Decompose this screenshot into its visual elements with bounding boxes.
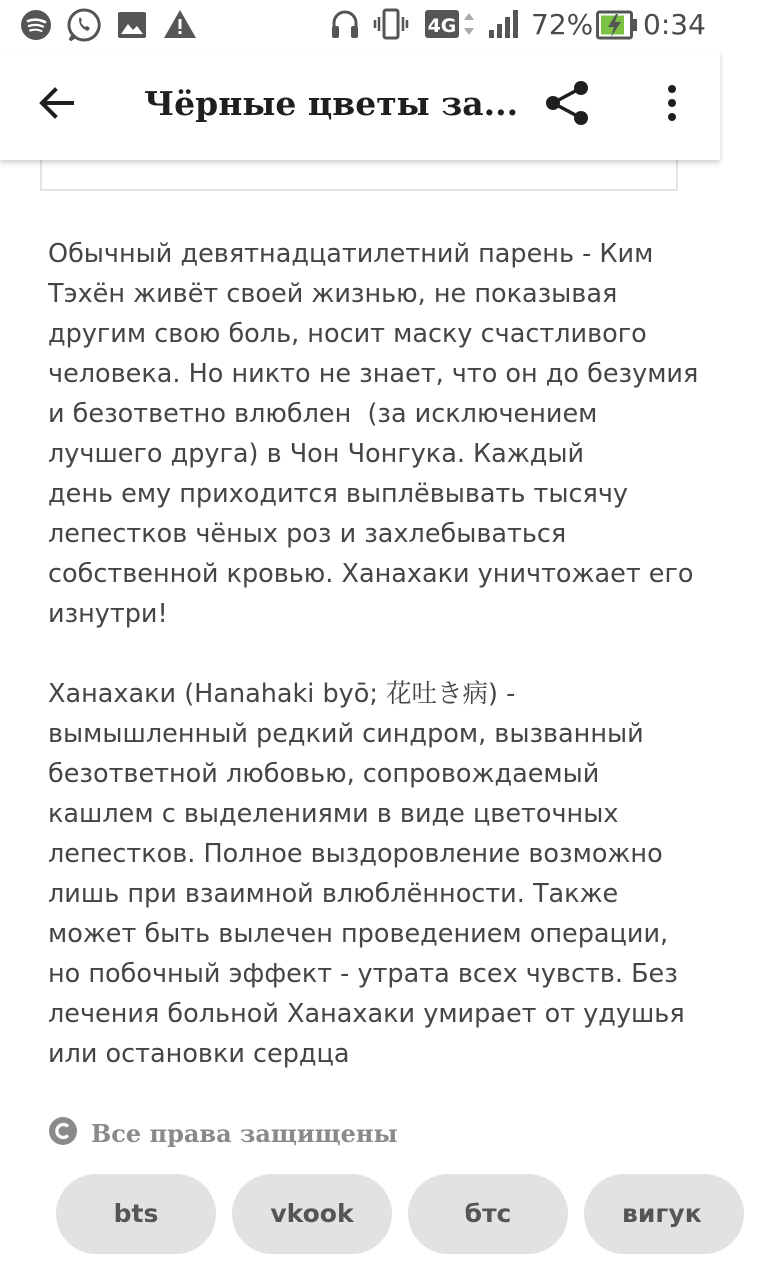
text-line: лишь при взаимной влюблённости. Также [48,879,619,909]
signal-icon [487,8,521,44]
gallery-icon [117,11,147,43]
text-line: лепестков. Полное выздоровление возможно [48,839,663,869]
tag-chip[interactable]: бтс [408,1174,568,1254]
spotify-icon [20,9,52,45]
text-line: Тэхён живёт своей жизнью, не показывая [48,279,618,309]
text-line: вымышленный редкий синдром, вызванный [48,719,644,749]
text-line: безответной любовью, сопровождаемый [48,759,600,789]
text-line: человека. Но никто не знает, что он до безумия [48,359,699,389]
more-options-button[interactable] [650,81,694,129]
network-4g-icon [425,8,481,46]
tag-chip[interactable]: vkook [232,1174,392,1254]
app-bar [0,50,720,160]
more-vert-icon [667,85,677,125]
paragraph-gap [48,634,688,674]
copyright-icon [48,1116,78,1150]
share-icon [544,80,590,130]
description-paragraph-1 [48,234,699,634]
battery-charging-icon [596,10,638,44]
text-line: может быть вылечен проведением операции, [48,919,669,949]
status-bar [0,0,720,50]
arrow-back-icon [38,87,74,123]
tag-chip[interactable]: bts [56,1174,216,1254]
text-line: Ханахаки (Hanahaki byō; 花吐き病) - [48,679,516,709]
description-paragraph-2 [48,674,688,1074]
clock: 0:34 [643,8,706,41]
share-button[interactable] [538,77,596,133]
page-title: Чёрные цветы за... [144,84,519,123]
text-line: собственной кровью. Ханахаки уничтожает его [48,559,694,589]
warning-icon [163,8,197,44]
text-line: кашлем с выделениями в виде цветочных [48,799,619,829]
headphones-icon [330,8,360,44]
description [48,234,699,1074]
text-line: день ему приходится выплёвывать тысячу [48,479,629,509]
text-line: или остановки сердца [48,1039,350,1069]
vibrate-icon [373,6,409,46]
tag-chip[interactable]: вигук [584,1174,744,1254]
text-line: и безответно влюблен (за исключением [48,399,598,429]
text-line: лучшего друга) в Чон Чонгука. Каждый [48,439,585,469]
text-line: изнутри! [48,599,168,629]
network-label: 4G [427,15,457,37]
tag-list [56,1174,702,1254]
text-line: но побочный эффект - утрата всех чувств. Без [48,959,678,989]
text-line: лечения больной Ханахаки умирает от удушья [48,999,685,1029]
copyright-notice [48,1116,398,1150]
copyright-text: Все права защищены [91,1118,398,1148]
text-line: лепестков чёных роз и захлебываться [48,519,567,549]
text-line: другим свою боль, носит маску счастливого [48,319,647,349]
whatsapp-icon [67,8,101,46]
text-line: Обычный девятнадцатилетний парень - Ким [48,239,654,269]
battery-percent: 72% [531,8,594,41]
back-button[interactable] [24,81,88,129]
